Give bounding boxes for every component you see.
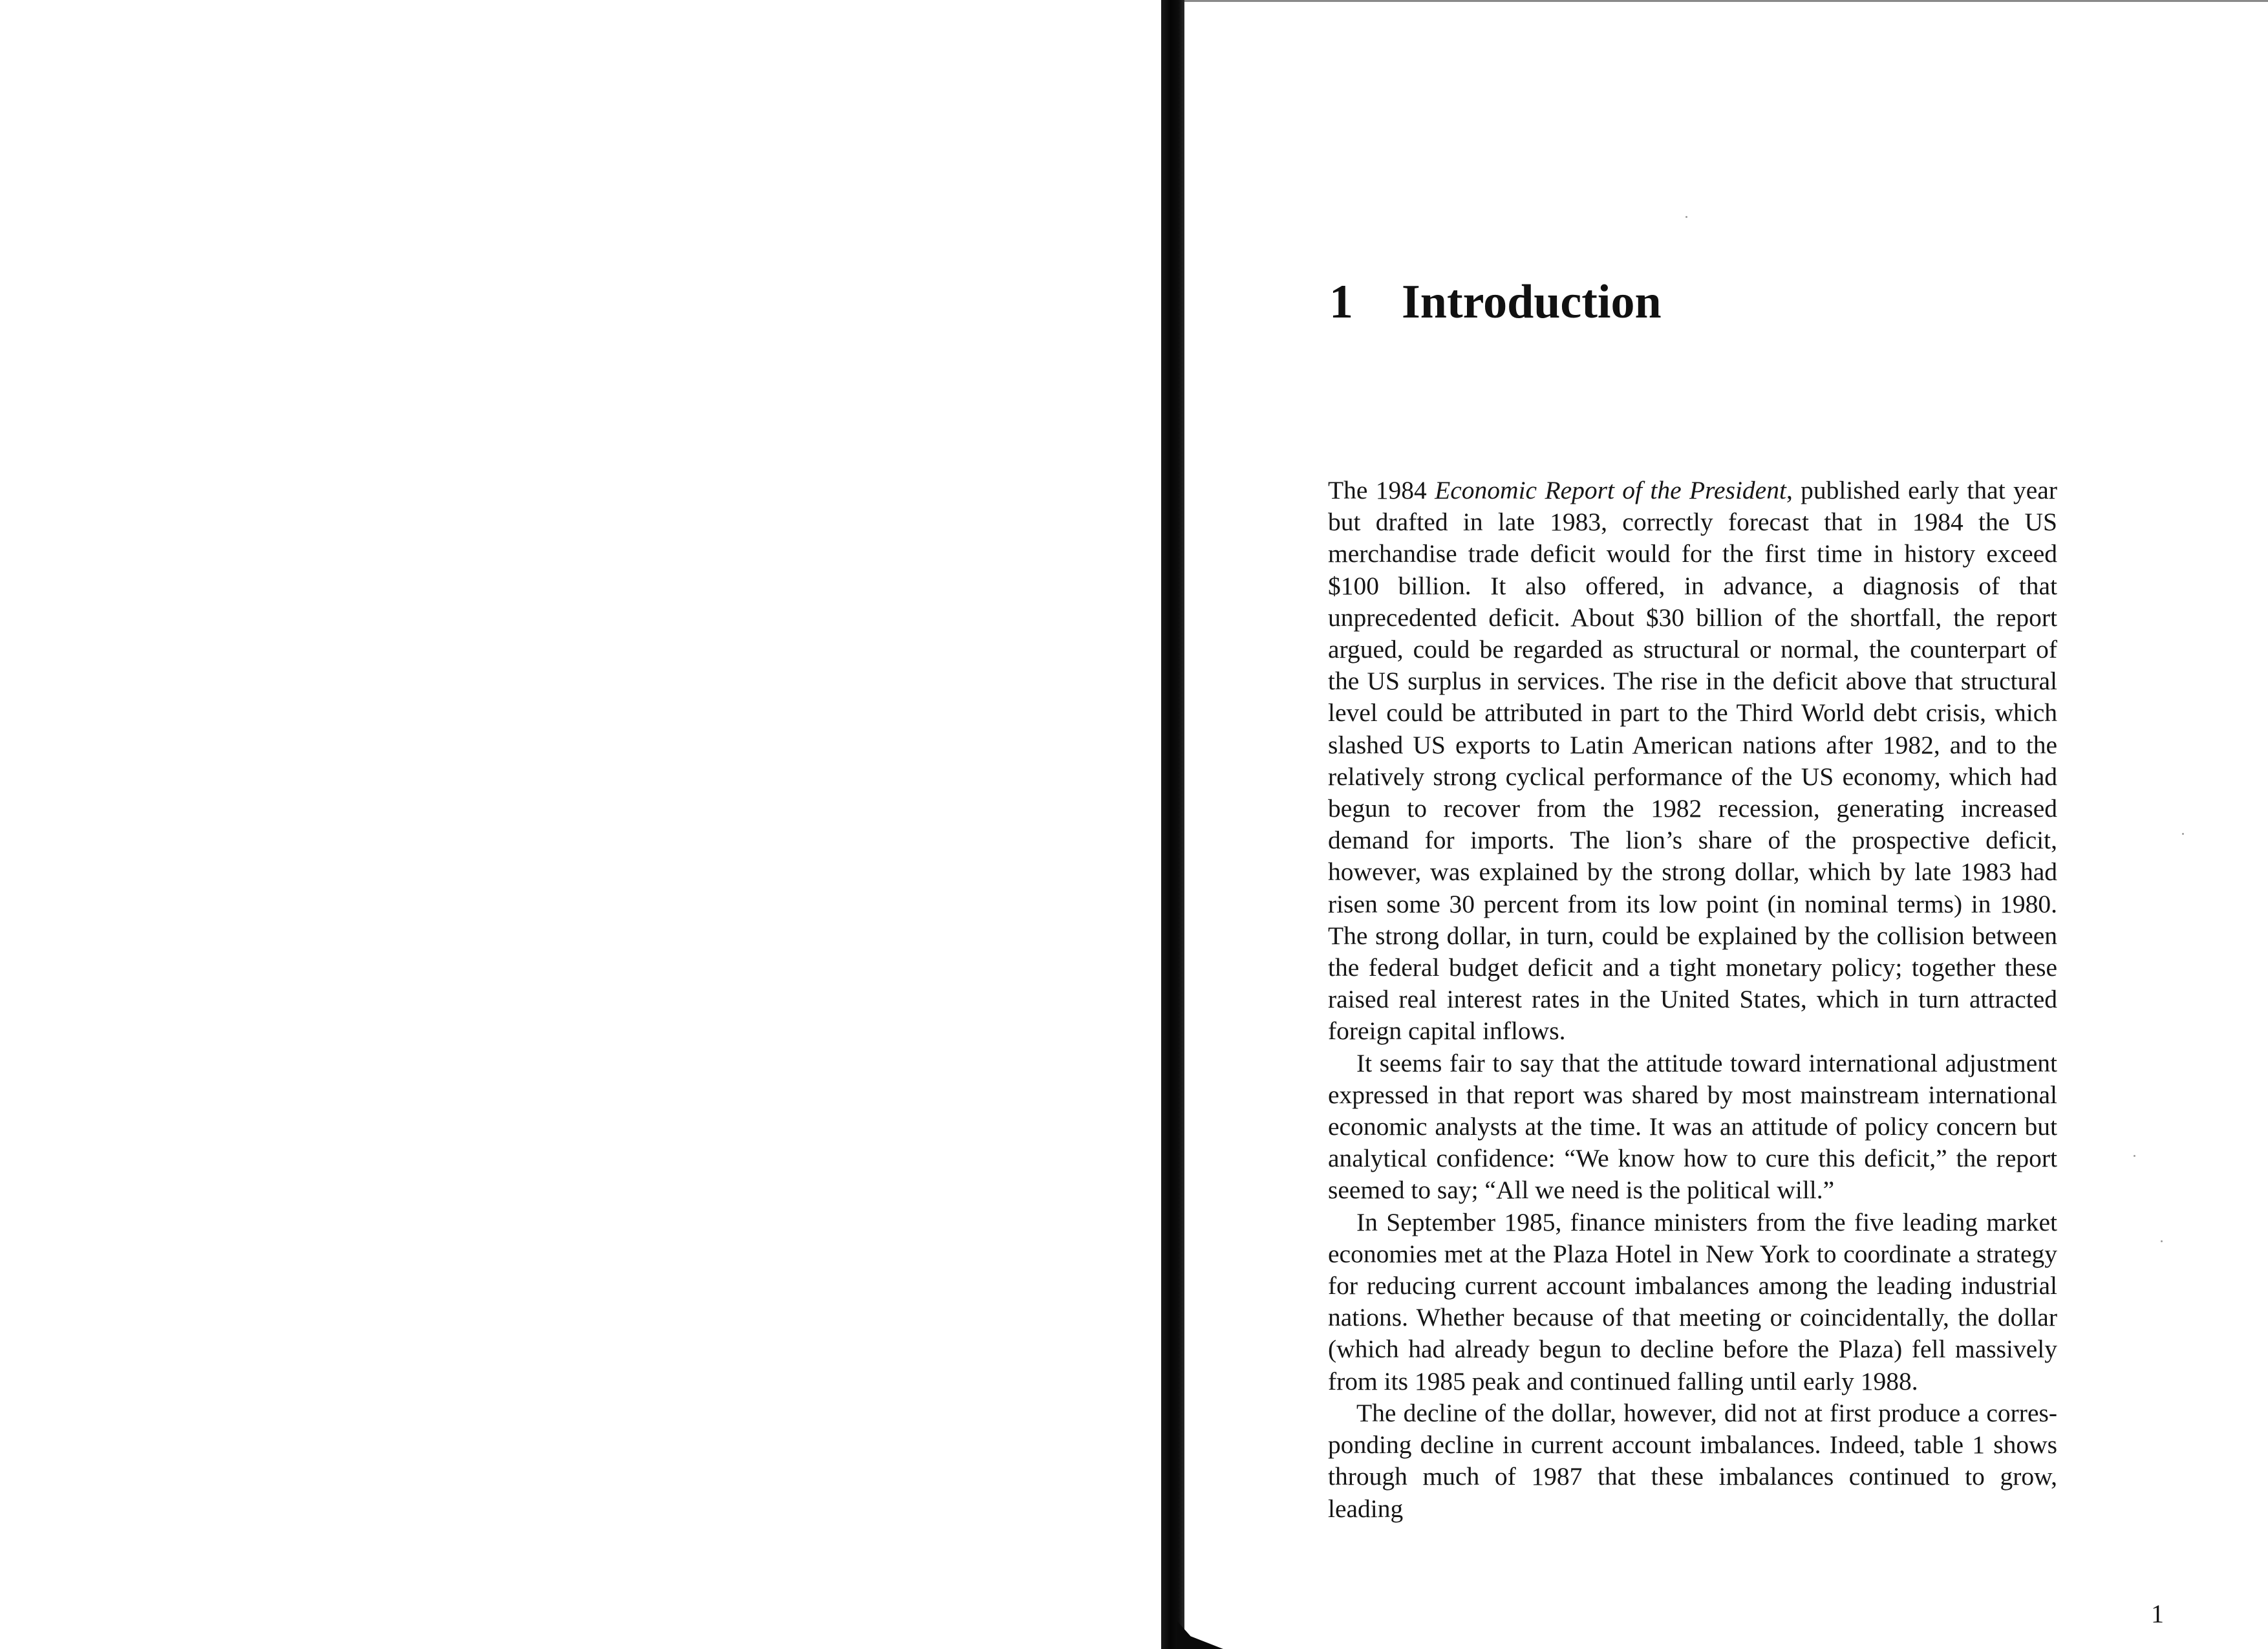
scan-speck <box>2134 1155 2135 1157</box>
paragraph-4: The decline of the dollar, however, did not at first produce a corresponding decline in current account imbalances. Indeed, table 1 shows through much of 1987 that these imbalances continued to grow, leading <box>1328 1398 2057 1523</box>
paragraph-1 <box>1328 475 2057 1048</box>
chapter-body <box>1328 475 2057 1525</box>
chapter-heading <box>1329 275 1662 329</box>
book-spine-shadow <box>1161 0 1184 1649</box>
right-page <box>1184 0 2268 1649</box>
page-number: 1 <box>2151 1599 2164 1628</box>
scan-speck <box>1685 216 1687 218</box>
scan-speck <box>2182 833 2184 835</box>
chapter-number: 1 <box>1329 275 1353 329</box>
report-title-italic: Economic Report of the President <box>1435 476 1786 504</box>
paragraph-1-rest: , published early that year but drafted in late 1983, correctly forecast that in 1984 the US merchandise trade deficit would for the first time in history exceed $100 billion. It also offered, in advance, a diagnosis of that unprecedented deficit. About $30 billion of the shortfall, the report argued, could be regarded as structural or normal, the counterpart of the US surplus in services. The rise in the deficit above that structural level could be attributed in part to the Third World debt crisis, which slashed US exports to Latin American nations after 1982, and to the relatively strong cyclical performance of the US economy, which had begun to recover from the 1982 recession, generating increased demand for imports. The lion’s share of the prospective deficit, however, was explained by the strong dollar, which by late 1983 had risen some 30 percent from its low point (in nominal terms) in 1980. The strong dollar, in turn, could be explained by the collision between the federal budget deficit and a tight monetary policy; together these raised real interest rates in the United States, which in turn attracted foreign capital inflows. <box>1328 476 2057 1046</box>
chapter-title: Introduction <box>1402 275 1662 329</box>
paragraph-3: In September 1985, finance ministers from the five leading market economies met at the Plaza Hotel in New York to coordinate a strategy for reducing current account imbalances among the leading industrial nations. Whether because of that meeting or coincidentally, the dollar (which had already begun to decline before the Plaza) fell massively from its 1985 peak and continued falling until early 1988. <box>1328 1207 2057 1396</box>
paragraph-2: It seems fair to say that the attitude toward international adjustment expressed in that report was shared by most mainstream international economic analysts at the time. It was an attitude of policy concern but analytical confidence: “We know how to cure this deficit,” the report seemed to say; “All we need is the political will.” <box>1328 1048 2057 1205</box>
scan-speck <box>2161 1240 2163 1242</box>
paragraph-1-lead: The 1984 <box>1328 476 1435 504</box>
